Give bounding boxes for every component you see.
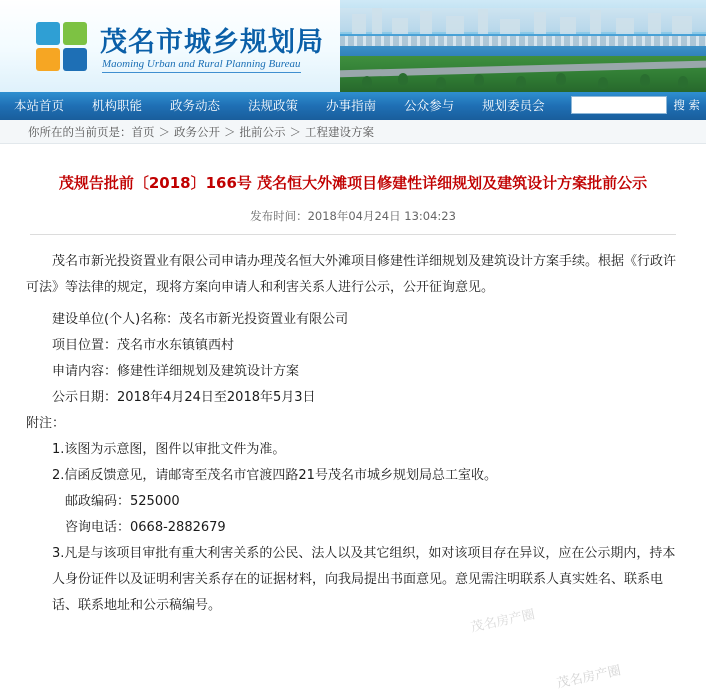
banner-tree [598, 77, 608, 89]
nav-item-news[interactable]: 政务动态 [170, 98, 221, 113]
banner-tree [436, 77, 446, 89]
article-paragraph-developer: 建设单位(个人)名称：茂名市新光投资置业有限公司 [52, 312, 349, 327]
banner-tree [640, 74, 650, 86]
publish-time-value: 2018年04月24日 13:04:23 [307, 209, 456, 223]
banner-tree [474, 74, 484, 86]
banner-building [352, 14, 366, 34]
article [0, 144, 706, 692]
site-search [571, 96, 700, 114]
search-input[interactable] [571, 96, 667, 114]
banner-building [672, 16, 692, 34]
divider [30, 234, 676, 235]
watermark: 茂名房产圈 [555, 663, 623, 692]
search-button[interactable]: 搜 索 [673, 98, 700, 112]
nav-item-policy[interactable]: 法规政策 [248, 98, 299, 113]
site-logo-panel[interactable] [0, 0, 340, 92]
banner-building [500, 19, 520, 34]
publish-time [26, 208, 680, 224]
article-paragraph-period: 公示日期：2018年4月24日至2018年5月3日 [52, 390, 316, 405]
nav-item-functions[interactable]: 机构职能 [92, 98, 143, 113]
banner-tree [516, 76, 526, 88]
nav-item-guide[interactable]: 办事指南 [326, 98, 377, 113]
article-body [26, 249, 680, 619]
banner-tree [678, 76, 688, 88]
breadcrumb-item-construction-plan[interactable]: 工程建设方案 [305, 124, 374, 139]
site-title-cn: 茂名市城乡规划局 [100, 27, 324, 58]
banner-building [648, 13, 661, 34]
banner-building [420, 11, 432, 34]
article-paragraph-note-1: 1.该图为示意图，图件以审批文件为准。 [52, 442, 286, 457]
breadcrumb [0, 120, 706, 144]
article-paragraph-location: 项目位置：茂名市水东镇镇西村 [52, 338, 235, 353]
publish-time-label: 发布时间： [250, 209, 308, 223]
banner-building [478, 9, 488, 34]
breadcrumb-separator: ＞ [224, 124, 236, 139]
banner-building [446, 16, 464, 34]
site-title-en: Maoming Urban and Rural Planning Bureau [102, 58, 301, 73]
banner-building [372, 8, 382, 34]
breadcrumb-prefix: 你所在的当前页是： [28, 124, 132, 139]
article-paragraph: 茂名市新光投资置业有限公司申请办理茂名恒大外滩项目修建性详细规划及建筑设计方案手续。根据《行政许可法》等法律的规定，现将方案向申请人和利害关系人进行公示，公开征询意见。 [26, 254, 677, 295]
article-paragraph-postcode: 邮政编码：525000 [65, 494, 180, 509]
watermark: 茂名房产圈 [469, 607, 537, 636]
article-paragraph-notes-heading: 附注： [26, 416, 66, 431]
article-paragraph-note-2: 2.信函反馈意见，请邮寄至茂名市官渡四路21号茂名市城乡规划局总工室收。 [52, 468, 497, 483]
breadcrumb-item-affairs[interactable]: 政务公开 [174, 124, 220, 139]
banner-building [392, 18, 408, 34]
breadcrumb-item-home[interactable]: 首页 [131, 124, 155, 139]
breadcrumb-separator: ＞ [289, 124, 301, 139]
nav-item-participation[interactable]: 公众参与 [404, 98, 455, 113]
banner-building [534, 12, 546, 34]
banner-building [560, 17, 576, 34]
page-title: 茂规告批前〔2018〕166号 茂名恒大外滩项目修建性详细规划及建筑设计方案批前公示 [58, 174, 648, 192]
banner-building [590, 10, 601, 34]
banner-tree [398, 73, 408, 85]
article-paragraph-note-3: 3.凡是与该项目审批有重大利害关系的公民、法人以及其它组织，如对该项目存在异议，应在公示期内，持本人身份证件以及证明利害关系存在的证据材料，向我局提出书面意见。意见需注明联系人真实姓名、联系电话、联系地址和公示稿编号。 [52, 546, 676, 613]
article-paragraph-content: 申请内容：修建性详细规划及建筑设计方案 [52, 364, 300, 379]
banner-tree [362, 76, 372, 88]
banner-building [616, 18, 634, 34]
banner-tree [556, 73, 566, 85]
nav-item-home[interactable]: 本站首页 [14, 98, 65, 113]
article-paragraph-phone: 咨询电话：0668-2882679 [65, 520, 226, 535]
nav-item-committee[interactable]: 规划委员会 [482, 98, 545, 113]
breadcrumb-item-prenotice[interactable]: 批前公示 [239, 124, 286, 139]
breadcrumb-separator: ＞ [158, 124, 170, 139]
bureau-logo-icon [36, 22, 88, 72]
banner-bridge [300, 36, 706, 46]
site-banner [0, 0, 706, 92]
main-navigation [0, 92, 706, 120]
